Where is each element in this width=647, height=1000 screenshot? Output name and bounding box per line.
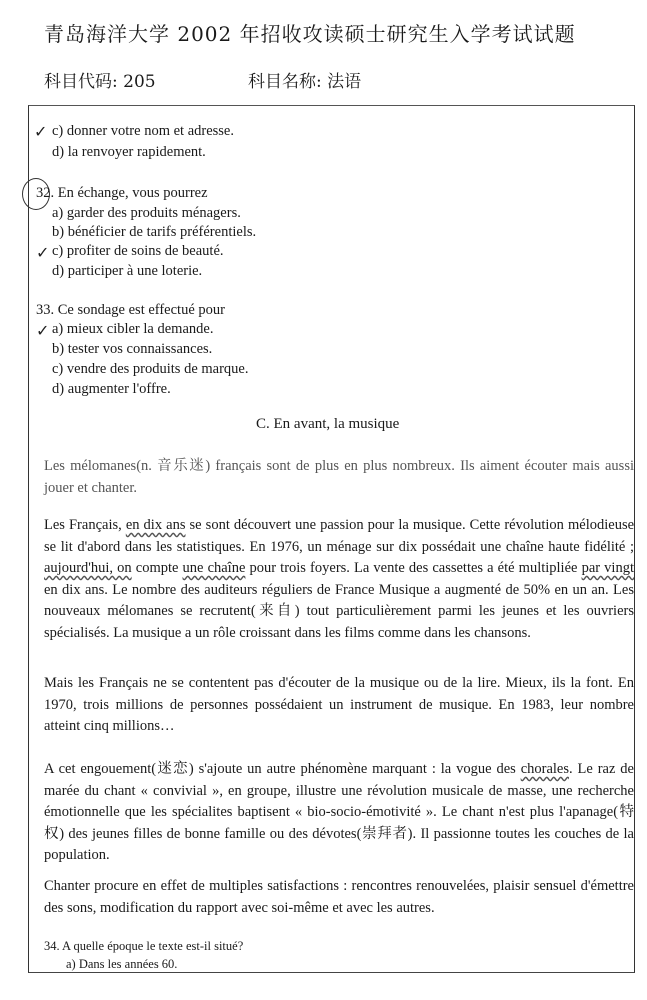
question-text: A quelle époque le texte est-il situé?: [59, 939, 244, 953]
question-34-stem: [44, 937, 243, 956]
text-run: . Le raz de marée du chant « convivial », en groupe, illustre une révolution musicale de masse, une recherche émotionnelle que les spécialites baptisent « bio-socio-émotivité ». Le chant n'est plus l'apanage(特权) des jeunes filles de bonne famille ou des dévotes(崇拜者). Il passionne toutes les couches de la population.: [44, 761, 634, 863]
question-33-option-b: [52, 340, 212, 359]
option-text: bénéficier de tarifs préférentiels.: [64, 224, 257, 240]
option-text: profiter de soins de beauté.: [63, 243, 224, 259]
option-label: a): [52, 205, 64, 221]
question-text: Ce sondage est effectué pour: [54, 302, 225, 318]
subject-name: [248, 67, 361, 92]
question-number: 34.: [44, 939, 60, 953]
option-label: d): [52, 144, 65, 160]
underlined-phrase: en dix ans: [125, 517, 186, 533]
option-label: c): [52, 361, 64, 377]
option-text: participer à une loterie.: [64, 263, 203, 279]
underlined-phrase: aujourd'hui, on: [44, 560, 132, 576]
option-d-prev: [52, 143, 206, 162]
underlined-phrase: une chaîne: [182, 560, 246, 576]
text-run: A cet engouement(迷恋) s'ajoute un autre phénomène marquant : la vogue des: [44, 761, 521, 777]
check-mark-icon: ✓: [34, 122, 48, 141]
subject-name-value: 法语: [327, 72, 362, 92]
check-mark-icon: ✓: [36, 321, 50, 340]
text-run: se sont découvert une passion pour la musique. Cette révolution mélodieuse se lit d'abord dans les statistiques. En 1976, un ménage sur dix possédait une chaîne haute fidélité ;: [44, 517, 635, 555]
option-label: b): [52, 341, 65, 357]
question-number: 33.: [36, 302, 55, 318]
passage-paragraph-4: [44, 759, 634, 867]
text-run: pour trois foyers. La vente des cassettes a été multipliée: [245, 560, 582, 576]
option-label: c): [52, 123, 64, 139]
exam-title: 青岛海洋大学 2002 年招收攻读硕士研究生入学考试试题: [44, 22, 576, 46]
subject-code-value: 205: [123, 72, 156, 92]
option-label: a): [52, 321, 64, 337]
option-label: b): [52, 224, 65, 240]
option-text: garder des produits ménagers.: [63, 205, 241, 221]
question-32-option-a: [52, 204, 241, 223]
text-run: Les Français,: [44, 517, 126, 533]
option-text: Dans les années 60.: [75, 957, 178, 971]
subject-name-label: 科目名称:: [248, 72, 328, 92]
question-33-option-a: [52, 320, 213, 339]
passage-paragraph-5: Chanter procure en effet de multiples satisfactions : rencontres renouvelées, plaisir sensuel d'émettre des sons, modification du rapport avec soi-même et avec les autres.: [44, 878, 634, 916]
text-run: compte: [131, 560, 183, 576]
underlined-phrase: chorales: [520, 761, 569, 777]
option-label: d): [52, 263, 65, 279]
passage-paragraph-2: [44, 515, 634, 644]
option-text: mieux cibler la demande.: [63, 321, 214, 337]
question-32-option-c: [52, 242, 224, 261]
question-text: En échange, vous pourrez: [54, 185, 208, 201]
question-number: 32.: [36, 185, 55, 201]
question-33-option-d: [52, 380, 171, 399]
question-32-option-d: [52, 262, 202, 281]
option-text: augmenter l'offre.: [64, 381, 171, 397]
question-32-option-b: [52, 223, 256, 242]
option-label: d): [52, 381, 65, 397]
passage-paragraph-3: Mais les Français ne se contentent pas d'écouter de la musique ou de la lire. Mieux, ils la font. En 1970, trois millions de personnes possédaient un instrument de musique. En 1983, leur nombre atteint cinq millions…: [44, 675, 634, 734]
question-33-stem: [36, 301, 225, 320]
check-mark-icon: ✓: [36, 243, 50, 262]
subject-code: [44, 67, 156, 92]
question-34-option-a: [66, 955, 177, 974]
option-label: a): [66, 957, 76, 971]
option-text: la renvoyer rapidement.: [64, 144, 206, 160]
subject-code-label: 科目代码:: [44, 72, 124, 92]
option-label: c): [52, 243, 64, 259]
option-text: tester vos connaissances.: [64, 341, 213, 357]
question-33-option-c: [52, 360, 249, 379]
underlined-phrase: par vingt: [581, 560, 634, 576]
text-run: en dix ans. Le nombre des auditeurs réguliers de France Musique a augmenté de 50% en un an. Les nouveaux mélomanes se recrutent(来自) tout particulièrement parmi les jeunes et les ouvriers spécialisés. La musique a un rôle croissant dans les films comme dans les chansons.: [44, 581, 634, 641]
option-c-prev: [52, 122, 234, 141]
section-title: C. En avant, la musique: [256, 416, 400, 432]
option-text: donner votre nom et adresse.: [63, 123, 234, 139]
passage-paragraph-1: Les mélomanes(n. 音乐迷) français sont de plus en plus nombreux. Ils aiment écouter mais aussi jouer et chanter.: [44, 458, 634, 496]
option-text: vendre des produits de marque.: [63, 361, 249, 377]
question-32-stem: [36, 184, 208, 203]
